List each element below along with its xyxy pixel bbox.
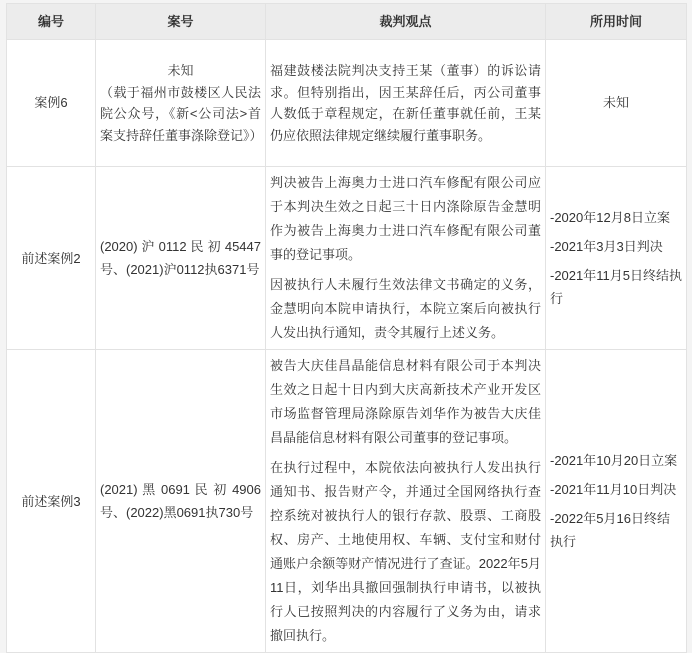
time-entry: -2021年11月5日终结执行 bbox=[550, 268, 682, 306]
header-case-no: 案号 bbox=[96, 4, 266, 40]
cell-opinion bbox=[266, 167, 546, 350]
time-entry: -2021年11月10日判决 bbox=[550, 482, 677, 497]
table-header-row bbox=[7, 4, 687, 40]
cell-case-no: (2021) 黑 0691 民 初 4906 号、(2022)黑0691执730号 bbox=[96, 350, 266, 653]
opinion-paragraph: 福建鼓楼法院判决支持王某（董事）的诉讼请求。但特别指出，因王某辞任后，丙公司董事人数低于章程规定，在新任董事就任前，王某仍应依照法律规定继续履行董事职务。 bbox=[270, 63, 541, 143]
cell-id: 前述案例3 bbox=[7, 350, 96, 653]
time-entry: 未知 bbox=[602, 95, 629, 111]
case-table-container bbox=[6, 3, 686, 653]
table-row bbox=[7, 350, 687, 653]
header-time: 所用时间 bbox=[546, 4, 687, 40]
time-entry: -2022年5月16日终结执行 bbox=[550, 511, 670, 549]
opinion-paragraph: 因被执行人未履行生效法律文书确定的义务，金慧明向本院申请执行，本院立案后向被执行人发出执行通知，责令其履行上述义务。 bbox=[270, 277, 541, 340]
time-entry: -2021年3月3日判决 bbox=[550, 239, 663, 254]
time-entry: -2021年10月20日立案 bbox=[550, 453, 678, 468]
cell-id: 前述案例2 bbox=[7, 167, 96, 350]
cell-opinion bbox=[266, 40, 546, 167]
cell-case-no: (2020) 沪 0112 民 初 45447 号、(2021)沪0112执6371号 bbox=[96, 167, 266, 350]
cell-case-no bbox=[96, 40, 266, 167]
case-no-title: 未知 bbox=[167, 63, 194, 78]
cell-time bbox=[546, 167, 687, 350]
opinion-paragraph: 在执行过程中，本院依法向被执行人发出执行通知书、报告财产令，并通过全国网络执行查控系统对被执行人的银行存款、股票、工商股权、房产、土地使用权、车辆、支付宝和财付通账户余额等财产情况进行了查证。2022年5月11日，刘华出具撤回强制执行申请书，以被执行人已按照判决的内容履行了义务为由，请求撤回执行。 bbox=[270, 460, 541, 643]
time-entry: -2020年12月8日立案 bbox=[550, 210, 670, 225]
case-no-text: （载于福州市鼓楼区人民法院公众号，《新<公司法>首案支持辞任董事涤除登记》） bbox=[100, 84, 263, 143]
header-id: 编号 bbox=[7, 4, 96, 40]
table-row bbox=[7, 167, 687, 350]
case-table bbox=[6, 3, 687, 653]
cell-opinion bbox=[266, 350, 546, 653]
cell-id: 案例6 bbox=[7, 40, 96, 167]
table-row bbox=[7, 40, 687, 167]
opinion-paragraph: 判决被告上海奥力士进口汽车修配有限公司应于本判决生效之日起三十日内涤除原告金慧明作为被告上海奥力士进口汽车修配有限公司董事的登记事项。 bbox=[270, 175, 541, 262]
header-opinion: 裁判观点 bbox=[266, 4, 546, 40]
cell-time bbox=[546, 350, 687, 653]
opinion-paragraph: 被告大庆佳昌晶能信息材料有限公司于本判决生效之日起十日内到大庆高新技术产业开发区市场监督管理局涤除原告刘华作为被告大庆佳昌晶能信息材料有限公司董事的登记事项。 bbox=[270, 358, 541, 445]
cell-time bbox=[546, 40, 687, 167]
